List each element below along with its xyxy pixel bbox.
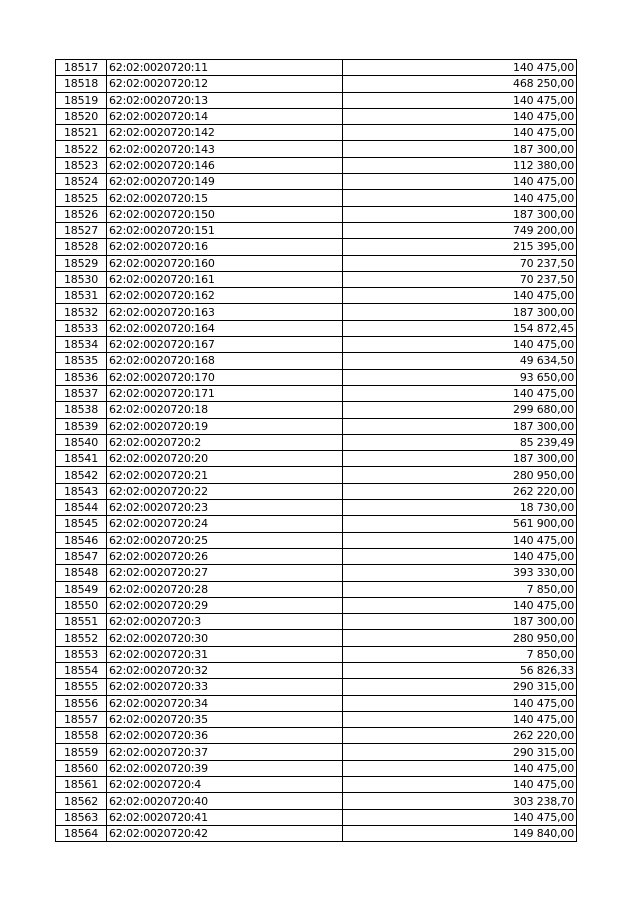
cadastral-number-cell: 62:02:0020720:36 — [107, 728, 343, 744]
row-number-cell: 18520 — [56, 108, 107, 124]
cadastral-number-cell: 62:02:0020720:28 — [107, 581, 343, 597]
cadastral-value-cell: 140 475,00 — [343, 190, 577, 206]
cadastral-number-cell: 62:02:0020720:4 — [107, 777, 343, 793]
row-number-cell: 18561 — [56, 777, 107, 793]
table-row — [56, 679, 577, 695]
cadastral-number-cell: 62:02:0020720:20 — [107, 451, 343, 467]
row-number-cell: 18559 — [56, 744, 107, 760]
row-number-cell: 18542 — [56, 467, 107, 483]
row-number-cell: 18560 — [56, 760, 107, 776]
row-number-cell: 18539 — [56, 418, 107, 434]
cadastral-number-cell: 62:02:0020720:149 — [107, 174, 343, 190]
row-number-cell: 18518 — [56, 76, 107, 92]
cadastral-number-cell: 62:02:0020720:22 — [107, 483, 343, 499]
cadastral-number-cell: 62:02:0020720:170 — [107, 369, 343, 385]
cadastral-number-cell: 62:02:0020720:35 — [107, 711, 343, 727]
table-row — [56, 467, 577, 483]
row-number-cell: 18564 — [56, 825, 107, 841]
row-number-cell: 18537 — [56, 385, 107, 401]
table-row — [56, 385, 577, 401]
row-number-cell: 18552 — [56, 630, 107, 646]
row-number-cell: 18557 — [56, 711, 107, 727]
cadastral-number-cell: 62:02:0020720:32 — [107, 662, 343, 678]
cadastral-value-cell: 7 850,00 — [343, 646, 577, 662]
table-row — [56, 108, 577, 124]
table-row — [56, 728, 577, 744]
cadastral-number-cell: 62:02:0020720:37 — [107, 744, 343, 760]
row-number-cell: 18532 — [56, 304, 107, 320]
table-row — [56, 711, 577, 727]
row-number-cell: 18563 — [56, 809, 107, 825]
table-row — [56, 744, 577, 760]
table-row — [56, 777, 577, 793]
cadastral-value-cell: 149 840,00 — [343, 825, 577, 841]
cadastral-number-cell: 62:02:0020720:19 — [107, 418, 343, 434]
cadastral-number-cell: 62:02:0020720:26 — [107, 548, 343, 564]
cadastral-number-cell: 62:02:0020720:160 — [107, 255, 343, 271]
cadastral-value-cell: 56 826,33 — [343, 662, 577, 678]
cadastral-value-cell: 215 395,00 — [343, 239, 577, 255]
row-number-cell: 18541 — [56, 451, 107, 467]
table-row — [56, 565, 577, 581]
cadastral-number-cell: 62:02:0020720:12 — [107, 76, 343, 92]
cadastral-number-cell: 62:02:0020720:39 — [107, 760, 343, 776]
row-number-cell: 18547 — [56, 548, 107, 564]
cadastral-value-cell: 49 634,50 — [343, 353, 577, 369]
cadastral-number-cell: 62:02:0020720:143 — [107, 141, 343, 157]
cadastral-value-cell: 140 475,00 — [343, 597, 577, 613]
table-row — [56, 320, 577, 336]
row-number-cell: 18527 — [56, 222, 107, 238]
cadastral-value-cell: 85 239,49 — [343, 434, 577, 450]
cadastral-value-cell: 140 475,00 — [343, 108, 577, 124]
table-row — [56, 483, 577, 499]
table-row — [56, 646, 577, 662]
row-number-cell: 18533 — [56, 320, 107, 336]
cadastral-number-cell: 62:02:0020720:146 — [107, 157, 343, 173]
cadastral-number-cell: 62:02:0020720:40 — [107, 793, 343, 809]
cadastral-value-table — [55, 59, 577, 842]
cadastral-value-cell: 140 475,00 — [343, 548, 577, 564]
row-number-cell: 18549 — [56, 581, 107, 597]
cadastral-number-cell: 62:02:0020720:162 — [107, 288, 343, 304]
table-row — [56, 614, 577, 630]
table-row — [56, 434, 577, 450]
cadastral-value-cell: 140 475,00 — [343, 809, 577, 825]
cadastral-value-cell: 280 950,00 — [343, 467, 577, 483]
table-row — [56, 825, 577, 841]
table-body — [56, 60, 577, 842]
cadastral-number-cell: 62:02:0020720:34 — [107, 695, 343, 711]
cadastral-value-cell: 468 250,00 — [343, 76, 577, 92]
row-number-cell: 18545 — [56, 516, 107, 532]
table-row — [56, 304, 577, 320]
row-number-cell: 18558 — [56, 728, 107, 744]
cadastral-number-cell: 62:02:0020720:11 — [107, 60, 343, 76]
cadastral-value-cell: 561 900,00 — [343, 516, 577, 532]
table-row — [56, 418, 577, 434]
table-row — [56, 76, 577, 92]
table-row — [56, 516, 577, 532]
table-row — [56, 695, 577, 711]
cadastral-number-cell: 62:02:0020720:42 — [107, 825, 343, 841]
row-number-cell: 18544 — [56, 500, 107, 516]
cadastral-value-cell: 303 238,70 — [343, 793, 577, 809]
cadastral-value-cell: 187 300,00 — [343, 614, 577, 630]
table-row — [56, 288, 577, 304]
cadastral-value-cell: 290 315,00 — [343, 679, 577, 695]
cadastral-value-cell: 262 220,00 — [343, 483, 577, 499]
cadastral-value-cell: 393 330,00 — [343, 565, 577, 581]
table-row — [56, 369, 577, 385]
cadastral-value-cell: 140 475,00 — [343, 695, 577, 711]
cadastral-number-cell: 62:02:0020720:16 — [107, 239, 343, 255]
table-row — [56, 500, 577, 516]
cadastral-number-cell: 62:02:0020720:2 — [107, 434, 343, 450]
cadastral-number-cell: 62:02:0020720:168 — [107, 353, 343, 369]
table-row — [56, 239, 577, 255]
cadastral-value-cell: 187 300,00 — [343, 451, 577, 467]
table-row — [56, 174, 577, 190]
row-number-cell: 18529 — [56, 255, 107, 271]
cadastral-value-cell: 7 850,00 — [343, 581, 577, 597]
cadastral-value-cell: 140 475,00 — [343, 60, 577, 76]
row-number-cell: 18554 — [56, 662, 107, 678]
cadastral-number-cell: 62:02:0020720:24 — [107, 516, 343, 532]
row-number-cell: 18551 — [56, 614, 107, 630]
row-number-cell: 18543 — [56, 483, 107, 499]
cadastral-number-cell: 62:02:0020720:41 — [107, 809, 343, 825]
table-row — [56, 222, 577, 238]
table-row — [56, 793, 577, 809]
table-row — [56, 532, 577, 548]
cadastral-value-cell: 112 380,00 — [343, 157, 577, 173]
row-number-cell: 18526 — [56, 206, 107, 222]
cadastral-value-cell: 140 475,00 — [343, 337, 577, 353]
cadastral-value-cell: 140 475,00 — [343, 174, 577, 190]
cadastral-number-cell: 62:02:0020720:21 — [107, 467, 343, 483]
cadastral-value-cell: 18 730,00 — [343, 500, 577, 516]
cadastral-value-cell: 187 300,00 — [343, 206, 577, 222]
row-number-cell: 18555 — [56, 679, 107, 695]
row-number-cell: 18535 — [56, 353, 107, 369]
table-row — [56, 353, 577, 369]
row-number-cell: 18525 — [56, 190, 107, 206]
row-number-cell: 18562 — [56, 793, 107, 809]
cadastral-number-cell: 62:02:0020720:164 — [107, 320, 343, 336]
table-row — [56, 597, 577, 613]
cadastral-value-cell: 262 220,00 — [343, 728, 577, 744]
cadastral-value-cell: 280 950,00 — [343, 630, 577, 646]
cadastral-value-cell: 290 315,00 — [343, 744, 577, 760]
table-row — [56, 402, 577, 418]
table-row — [56, 255, 577, 271]
table-row — [56, 337, 577, 353]
cadastral-number-cell: 62:02:0020720:15 — [107, 190, 343, 206]
row-number-cell: 18538 — [56, 402, 107, 418]
table-row — [56, 760, 577, 776]
cadastral-value-cell: 299 680,00 — [343, 402, 577, 418]
row-number-cell: 18531 — [56, 288, 107, 304]
row-number-cell: 18546 — [56, 532, 107, 548]
cadastral-number-cell: 62:02:0020720:151 — [107, 222, 343, 238]
table-row — [56, 548, 577, 564]
cadastral-number-cell: 62:02:0020720:23 — [107, 500, 343, 516]
cadastral-value-cell: 154 872,45 — [343, 320, 577, 336]
cadastral-number-cell: 62:02:0020720:29 — [107, 597, 343, 613]
table-row — [56, 206, 577, 222]
table-row — [56, 141, 577, 157]
cadastral-value-cell: 140 475,00 — [343, 760, 577, 776]
table-row — [56, 581, 577, 597]
row-number-cell: 18530 — [56, 271, 107, 287]
cadastral-value-cell: 140 475,00 — [343, 711, 577, 727]
table-row — [56, 92, 577, 108]
row-number-cell: 18521 — [56, 125, 107, 141]
cadastral-number-cell: 62:02:0020720:25 — [107, 532, 343, 548]
cadastral-number-cell: 62:02:0020720:150 — [107, 206, 343, 222]
table-row — [56, 662, 577, 678]
cadastral-value-cell: 93 650,00 — [343, 369, 577, 385]
row-number-cell: 18540 — [56, 434, 107, 450]
cadastral-number-cell: 62:02:0020720:31 — [107, 646, 343, 662]
cadastral-value-cell: 140 475,00 — [343, 532, 577, 548]
cadastral-value-cell: 140 475,00 — [343, 125, 577, 141]
cadastral-number-cell: 62:02:0020720:18 — [107, 402, 343, 418]
cadastral-value-cell: 140 475,00 — [343, 777, 577, 793]
table-row — [56, 809, 577, 825]
cadastral-value-cell: 140 475,00 — [343, 92, 577, 108]
cadastral-number-cell: 62:02:0020720:163 — [107, 304, 343, 320]
row-number-cell: 18536 — [56, 369, 107, 385]
table-row — [56, 125, 577, 141]
row-number-cell: 18534 — [56, 337, 107, 353]
cadastral-number-cell: 62:02:0020720:161 — [107, 271, 343, 287]
cadastral-number-cell: 62:02:0020720:14 — [107, 108, 343, 124]
table-row — [56, 190, 577, 206]
cadastral-number-cell: 62:02:0020720:13 — [107, 92, 343, 108]
cadastral-number-cell: 62:02:0020720:171 — [107, 385, 343, 401]
row-number-cell: 18522 — [56, 141, 107, 157]
cadastral-number-cell: 62:02:0020720:33 — [107, 679, 343, 695]
row-number-cell: 18524 — [56, 174, 107, 190]
cadastral-number-cell: 62:02:0020720:142 — [107, 125, 343, 141]
row-number-cell: 18556 — [56, 695, 107, 711]
row-number-cell: 18519 — [56, 92, 107, 108]
cadastral-number-cell: 62:02:0020720:3 — [107, 614, 343, 630]
cadastral-value-cell: 187 300,00 — [343, 141, 577, 157]
cadastral-value-cell: 140 475,00 — [343, 385, 577, 401]
row-number-cell: 18523 — [56, 157, 107, 173]
cadastral-value-cell: 187 300,00 — [343, 418, 577, 434]
cadastral-number-cell: 62:02:0020720:167 — [107, 337, 343, 353]
row-number-cell: 18550 — [56, 597, 107, 613]
cadastral-value-cell: 70 237,50 — [343, 271, 577, 287]
cadastral-number-cell: 62:02:0020720:30 — [107, 630, 343, 646]
table-row — [56, 451, 577, 467]
row-number-cell: 18528 — [56, 239, 107, 255]
cadastral-number-cell: 62:02:0020720:27 — [107, 565, 343, 581]
cadastral-value-cell: 187 300,00 — [343, 304, 577, 320]
cadastral-value-cell: 140 475,00 — [343, 288, 577, 304]
table-row — [56, 271, 577, 287]
table-row — [56, 157, 577, 173]
table-row — [56, 60, 577, 76]
row-number-cell: 18517 — [56, 60, 107, 76]
row-number-cell: 18548 — [56, 565, 107, 581]
cadastral-value-cell: 749 200,00 — [343, 222, 577, 238]
table-row — [56, 630, 577, 646]
row-number-cell: 18553 — [56, 646, 107, 662]
cadastral-value-cell: 70 237,50 — [343, 255, 577, 271]
